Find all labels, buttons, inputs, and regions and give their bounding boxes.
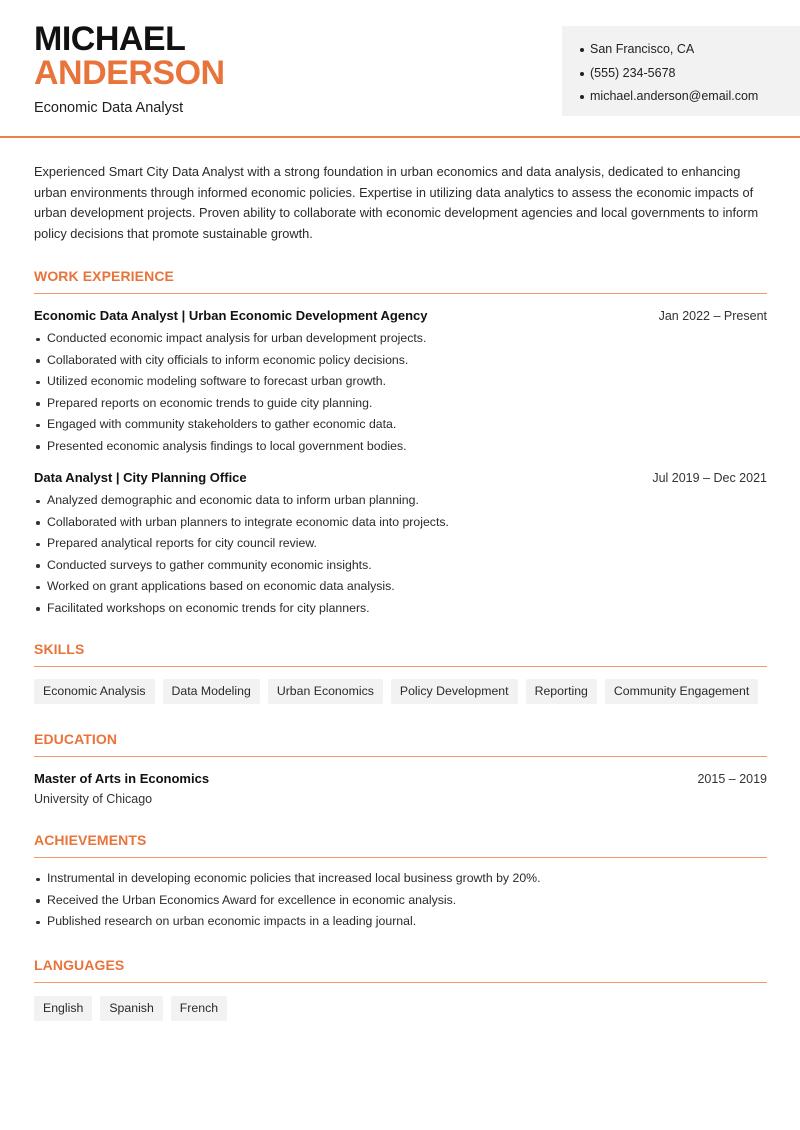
language-tag: English xyxy=(34,996,92,1021)
contact-location: San Francisco, CA xyxy=(580,38,800,62)
contact-box xyxy=(562,26,800,116)
skill-tag: Reporting xyxy=(526,679,597,704)
school: University of Chicago xyxy=(34,792,153,807)
language-tag: French xyxy=(171,996,227,1021)
contact-email: michael.anderson@email.com xyxy=(580,85,800,109)
education-entry xyxy=(34,771,767,806)
job-bullet: Analyzed demographic and economic data to inform urban planning. xyxy=(34,490,767,512)
language-tag: Spanish xyxy=(100,996,162,1021)
skill-tag: Data Modeling xyxy=(163,679,260,704)
job-dates: Jan 2022 – Present xyxy=(658,309,767,324)
job-dates: Jul 2019 – Dec 2021 xyxy=(652,471,767,486)
skills-section-title: SKILLS xyxy=(34,641,767,667)
achievement-item: Published research on urban economic impacts in a leading journal. xyxy=(34,911,767,933)
work-section-title: WORK EXPERIENCE xyxy=(34,268,767,294)
achievements-section-title: ACHIEVEMENTS xyxy=(34,832,767,858)
job-role: Economic Data Analyst | Urban Economic Development Agency xyxy=(34,308,428,324)
job-bullet: Presented economic analysis findings to local government bodies. xyxy=(34,436,767,458)
education-section-title: EDUCATION xyxy=(34,731,767,757)
achievements-section xyxy=(34,832,767,933)
skills-section xyxy=(34,641,767,704)
job-bullet: Utilized economic modeling software to forecast urban growth. xyxy=(34,371,767,393)
languages-section-title: LANGUAGES xyxy=(34,957,767,983)
skill-tag: Urban Economics xyxy=(268,679,383,704)
job-bullet: Worked on grant applications based on economic data analysis. xyxy=(34,576,767,598)
achievement-item: Received the Urban Economics Award for excellence in economic analysis. xyxy=(34,890,767,912)
skill-tag: Economic Analysis xyxy=(34,679,155,704)
first-name: MICHAEL xyxy=(34,20,186,58)
job-bullet: Prepared reports on economic trends to guide city planning. xyxy=(34,393,767,415)
contact-phone: (555) 234-5678 xyxy=(580,62,800,86)
job-bullet: Prepared analytical reports for city council review. xyxy=(34,533,767,555)
job-bullet: Collaborated with urban planners to integrate economic data into projects. xyxy=(34,512,767,534)
education-section xyxy=(34,731,767,806)
job-bullet: Conducted surveys to gather community economic insights. xyxy=(34,555,767,577)
achievement-item: Instrumental in developing economic policies that increased local business growth by 20%. xyxy=(34,868,767,890)
work-section xyxy=(34,268,767,619)
summary: Experienced Smart City Data Analyst with a strong foundation in urban economics and data analysis, dedicated to enhancing urban environments through informed economic policies. Expertise in utilizing data analytics to assess the economic impacts of urban development projects. Proven ability to collaborate with economic development agencies and local governments to inform policy decisions that promote sustainable growth. xyxy=(34,164,759,241)
education-years: 2015 – 2019 xyxy=(697,772,767,787)
candidate-name xyxy=(34,22,225,90)
languages-section xyxy=(34,957,767,1021)
job-role: Data Analyst | City Planning Office xyxy=(34,470,247,486)
job-bullet: Conducted economic impact analysis for urban development projects. xyxy=(34,328,767,350)
job-entry xyxy=(34,308,767,457)
job-bullet: Engaged with community stakeholders to gather economic data. xyxy=(34,414,767,436)
skill-tag: Policy Development xyxy=(391,679,518,704)
skill-tag: Community Engagement xyxy=(605,679,758,704)
job-bullet: Collaborated with city officials to inform economic policy decisions. xyxy=(34,350,767,372)
resume-body xyxy=(34,162,767,1021)
job-entry xyxy=(34,470,767,619)
last-name: ANDERSON xyxy=(34,54,225,92)
degree: Master of Arts in Economics xyxy=(34,771,210,787)
job-title: Economic Data Analyst xyxy=(34,100,184,116)
job-bullet: Facilitated workshops on economic trends for city planners. xyxy=(34,598,767,620)
resume-header xyxy=(0,0,800,138)
